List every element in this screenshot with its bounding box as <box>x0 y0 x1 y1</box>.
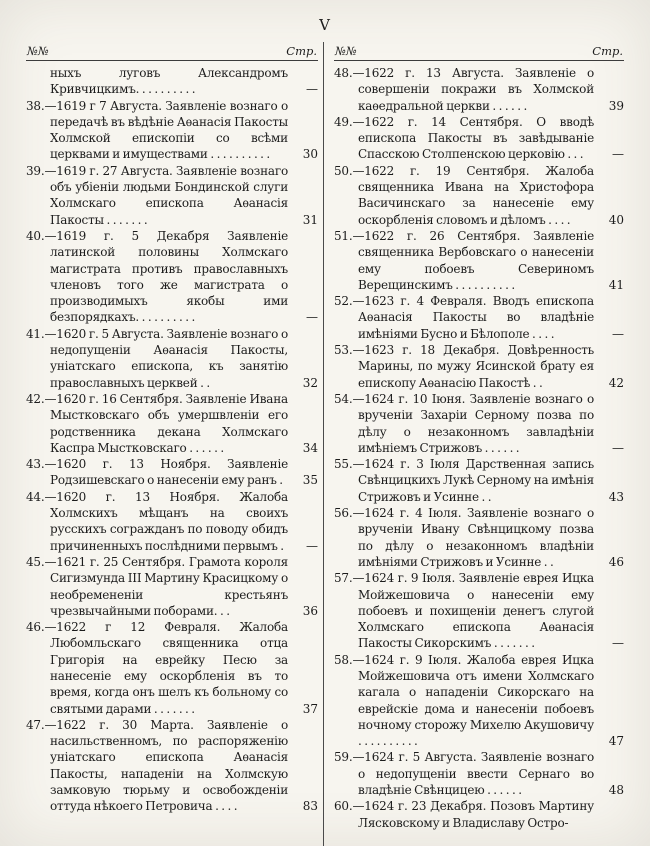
entry-number: 46.— <box>26 620 57 635</box>
entry-page-ref: — <box>612 636 624 651</box>
entry-page-ref: 34 <box>302 440 318 455</box>
entry-text: 1624 г. 5 Августа. Заявленіе вознаго о недопущеніи ввести Сернаго во владѣніе Свѣнцицею . . . . . . <box>358 750 594 798</box>
entry-number: 55.— <box>334 457 365 472</box>
entry-text: 1620 г. 13 Ноября. Жалоба Холмскихъ мѣщанъ на своихъ русскихъ согражданъ по поводу обидъ причиненныхъ послѣдними первымъ . <box>50 489 288 553</box>
toc-entry <box>26 456 318 489</box>
entry-number: 49.— <box>334 114 365 129</box>
entry-number: 45.— <box>26 554 57 569</box>
entry-number: 57.— <box>334 571 365 586</box>
toc-entry <box>26 391 318 456</box>
toc-entry <box>26 228 318 326</box>
entry-number: 60.— <box>334 799 365 814</box>
entry-text: 1623 г. 4 Февраля. Вводъ епископа Аѳанасія Пакосты во владѣніе имѣніями Бусно и Бѣлополе . . . . <box>358 294 594 341</box>
col-header-page: Стр. <box>592 44 623 58</box>
toc-entry <box>26 65 318 98</box>
toc-entry <box>334 652 624 750</box>
entry-number: 52.— <box>334 294 365 309</box>
entry-page-ref: — <box>306 82 318 97</box>
entry-page-ref: 42 <box>608 375 624 390</box>
right-column <box>334 44 624 831</box>
entry-text: 1620 г. 5 Августа. Заявленіе вознаго о недопущеніи Аѳанасія Пакосты, уніатскаго епископа, къ занятію православныхъ церквей . . <box>50 326 288 390</box>
toc-entry <box>26 326 318 391</box>
entry-number: 51.— <box>334 228 365 243</box>
toc-entry <box>334 505 624 570</box>
entry-number: 42.— <box>26 391 57 406</box>
entry-number: 44.— <box>26 489 57 504</box>
entry-text: 1622 г. 26 Сентября. Заявленіе священника Вербовскаго о нанесеніи ему побоевъ Севериномъ Верещинскимъ . . . . . . . . . . <box>358 228 594 292</box>
left-entries-list <box>26 61 318 815</box>
entry-page-ref: 41 <box>608 277 624 292</box>
entry-text: 1623 г. 18 Декабря. Довѣренность Марины, по мужу Ясинской брату ея епископу Аѳанасію Пакостѣ . . <box>358 343 594 390</box>
entry-number: 58.— <box>334 652 365 667</box>
entry-text: 1624 г. 9 Іюля. Заявленіе еврея Ицка Мойжешовича о нанесеніи ему побоевъ и похищеніи денегъ слугой Холмскаго епископа Аѳанасія Пакосты Сикорскимъ . . . . . . . <box>358 571 594 651</box>
entry-number: 48.— <box>334 66 365 80</box>
entry-page-ref: 48 <box>608 783 624 798</box>
entry-text: 1624 г. 9 Іюля. Жалоба еврея Ицка Мойжешовича отъ имени Холмскаго кагала о нападеніи Сикорскаго на еврейскіе дома и нанесеніи побоевъ ночному сторожу Михелю Акушовичу . . . . . . . . . . <box>358 652 594 749</box>
toc-entry <box>334 114 624 163</box>
toc-entry <box>334 749 624 798</box>
entry-page-ref: 40 <box>608 212 624 227</box>
entry-text: 1619 г. 27 Августа. Заявленіе вознаго объ убіеніи людьми Бондинской слуги Холмскаго епископа Аѳанасія Пакосты . . . . . . . <box>50 163 288 227</box>
col-header-num: №№ <box>335 44 357 58</box>
toc-entry <box>334 391 624 456</box>
entry-text: 1624 г. 3 Іюля Дарственная запись Свѣнцицкихъ Лукѣ Серному на имѣнія Стрижовъ и Усинне . . <box>358 457 594 504</box>
entry-page-ref: 37 <box>302 701 318 716</box>
entry-text: 1624 г. 10 Іюня. Заявленіе вознаго о врученіи Захаріи Серному позва по дѣлу о незаконномъ завладѣніи имѣніемъ Стрижовъ . . . . . . <box>358 391 594 455</box>
entry-text: 1619 г 7 Августа. Заявленіе вознаго о передачѣ въ вѣдѣніе Аѳанасія Пакосты Холмской епископіи со всѣми церквами и имуществами . . . . . . . . . . <box>50 98 288 162</box>
entry-number: 41.— <box>26 326 57 341</box>
col-header-page: Стр. <box>286 44 317 58</box>
entry-text: 1622 г. 13 Августа. Заявленіе о совершеніи покражи въ Холмской каѳедральной церкви . . . . . . <box>358 66 594 113</box>
entry-page-ref: — <box>612 440 624 455</box>
toc-entry <box>334 456 624 505</box>
entry-text: 1622 г 12 Февраля. Жалоба Любомльскаго священника отца Григорія на еврейку Песю за нанесеніе ему оскорбленія въ то время, когда онъ шелъ къ больному со святыми дарами . . . . . . . <box>50 620 288 716</box>
toc-entry <box>26 717 318 815</box>
entry-number: 40.— <box>26 228 57 243</box>
entry-number: 50.— <box>334 163 365 178</box>
toc-entry <box>26 619 318 717</box>
entry-page-ref: 35 <box>302 473 318 488</box>
entry-number: 43.— <box>26 457 57 472</box>
right-column-header <box>334 44 624 61</box>
toc-entry <box>334 342 624 391</box>
toc-entry <box>26 489 318 554</box>
entry-page-ref: 31 <box>302 212 318 227</box>
entry-page-ref: 39 <box>608 98 624 113</box>
entry-page-ref: 47 <box>608 734 624 749</box>
toc-entry <box>334 798 624 831</box>
entry-page-ref: 36 <box>302 603 318 618</box>
entry-page-ref: 46 <box>608 554 624 569</box>
entry-text: 1622 г. 14 Сентября. О вводѣ епископа Пакосты въ завѣдываніе Спасскою Столпенскою церковію . . . <box>358 114 594 162</box>
entry-number: 56.— <box>334 506 365 521</box>
toc-entry <box>334 163 624 228</box>
entry-text: 1620 г. 13 Ноября. Заявленіе Родзишевскаго о нанесеніи ему ранъ . <box>50 457 288 488</box>
entry-page-ref: — <box>306 538 318 553</box>
right-entries-list <box>334 61 624 831</box>
entry-page-ref: 30 <box>302 147 318 162</box>
entry-text: 1624 г. 4 Іюля. Заявленіе вознаго о врученіи Ивану Свѣнцицкому позва по дѣлу о незаконномъ владѣніи имѣніями Стрижовъ и Усинне . . <box>358 506 594 569</box>
entry-number: 47.— <box>26 717 57 732</box>
toc-entry <box>334 293 624 342</box>
entry-number: 39.— <box>26 163 57 178</box>
entry-text: ныхъ луговъ Александромъ Кривчицкимъ. . . . . . . . . . <box>50 66 288 97</box>
col-header-num: №№ <box>27 44 49 58</box>
entry-page-ref: — <box>612 326 624 341</box>
toc-entry <box>334 570 624 651</box>
toc-entry <box>334 65 624 114</box>
entry-text: 1619 г. 5 Декабря Заявленіе латинской половины Холмскаго магистрата противъ православныхъ членовъ того же магистрата о производимыхъ якобы ими безпорядкахъ. . . . . . . . . . <box>50 228 288 325</box>
entry-number: 38.— <box>26 98 57 113</box>
entry-text: 1622 г. 19 Сентября. Жалоба священника Ивана на Христофора Васичинскаго за нанесеніе ему оскорбленія словомъ и дѣломъ . . . . <box>358 163 594 227</box>
toc-entry <box>26 554 318 619</box>
entry-page-ref: 43 <box>608 489 624 504</box>
entry-text: 1624 г. 23 Декабря. Позовъ Мартину Лясковскому и Владиславу Остро- <box>358 799 594 830</box>
entry-text: 1621 г. 25 Сентября. Грамота короля Сигизмунда III Мартину Красицкому о необремененіи крестьянъ чрезвычайными поборами. . . <box>50 554 288 618</box>
entry-number: 53.— <box>334 343 365 358</box>
entry-number: 59.— <box>334 750 365 765</box>
column-divider <box>323 42 324 846</box>
left-column <box>26 44 318 815</box>
toc-entry <box>334 228 624 293</box>
entry-text: 1622 г. 30 Марта. Заявленіе о насильственномъ, по распоряженію уніатскаго епископа Аѳанасія Пакосты, нападеніи на Холмскую замковую тюрьму и освобожденіи оттуда нѣкоего Петровича . . . . <box>50 717 288 814</box>
page-number-roman: V <box>319 16 331 34</box>
entry-number: 54.— <box>334 391 365 406</box>
entry-page-ref: 32 <box>302 375 318 390</box>
toc-entry <box>26 98 318 163</box>
entry-page-ref: 83 <box>302 799 318 814</box>
left-column-header <box>26 44 318 61</box>
entry-page-ref: — <box>612 147 624 162</box>
entry-text: 1620 г. 16 Сентября. Заявленіе Ивана Мыстковскаго объ умершвленіи его родственника декана Холмскаго Каспра Мыстковскаго . . . . . . <box>50 391 288 455</box>
entry-page-ref: — <box>306 310 318 325</box>
toc-entry <box>26 163 318 228</box>
